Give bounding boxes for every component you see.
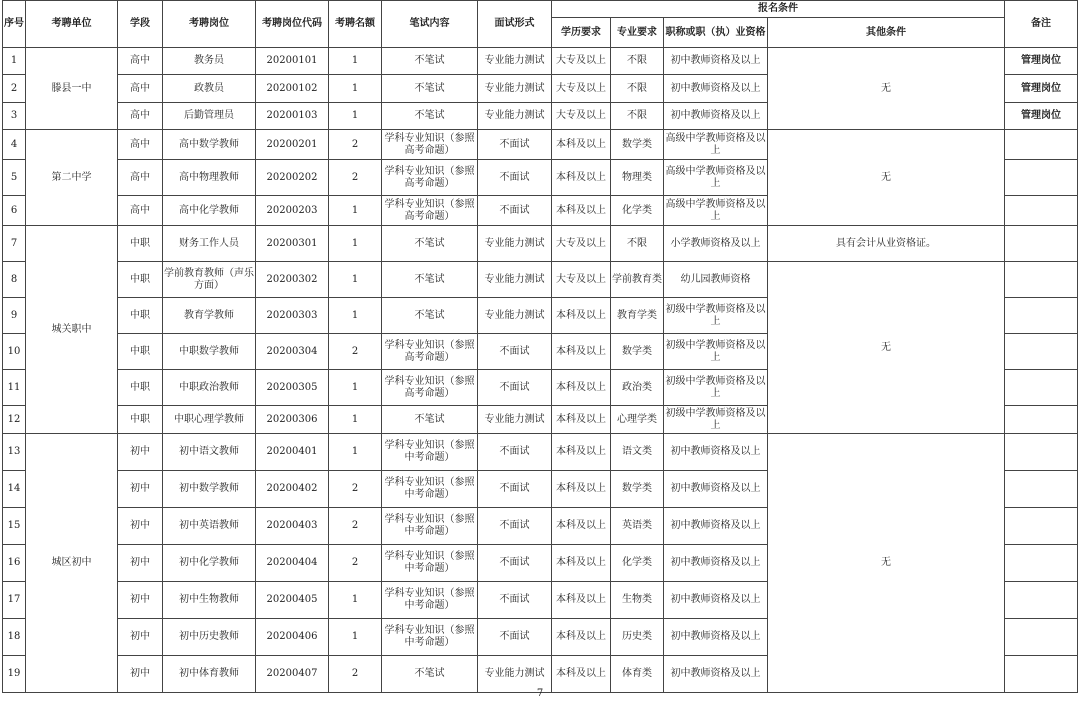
- education-cell: 本科及以上: [552, 370, 611, 406]
- stage-cell: 高中: [118, 160, 163, 196]
- education-cell: 本科及以上: [552, 196, 611, 226]
- header-written: 笔试内容: [382, 1, 478, 48]
- title-qual-cell: 初中教师资格及以上: [664, 75, 768, 103]
- quota-cell: 1: [329, 103, 382, 130]
- seq-cell: 10: [3, 334, 26, 370]
- header-seq: 序号: [3, 1, 26, 48]
- written-cell: 学科专业知识（参照高考命题）: [382, 130, 478, 160]
- seq-cell: 8: [3, 262, 26, 298]
- quota-cell: 2: [329, 160, 382, 196]
- seq-cell: 15: [3, 508, 26, 545]
- code-cell: 20200103: [256, 103, 329, 130]
- quota-cell: 1: [329, 262, 382, 298]
- position-cell: 初中语文教师: [163, 434, 256, 471]
- title-qual-cell: 初级中学教师资格及以上: [664, 406, 768, 434]
- seq-cell: 6: [3, 196, 26, 226]
- other-conditions-cell: 无: [768, 130, 1005, 226]
- code-cell: 20200305: [256, 370, 329, 406]
- unit-cell: 城区初中: [26, 434, 118, 693]
- position-cell: 高中化学教师: [163, 196, 256, 226]
- code-cell: 20200404: [256, 545, 329, 582]
- education-cell: 大专及以上: [552, 48, 611, 75]
- remark-cell: [1005, 619, 1078, 656]
- code-cell: 20200303: [256, 298, 329, 334]
- title-qual-cell: 初中教师资格及以上: [664, 471, 768, 508]
- position-cell: 初中化学教师: [163, 545, 256, 582]
- recruitment-table: [2, 0, 1078, 693]
- stage-cell: 高中: [118, 196, 163, 226]
- position-cell: 初中英语教师: [163, 508, 256, 545]
- title-qual-cell: 初级中学教师资格及以上: [664, 334, 768, 370]
- position-cell: 高中数学教师: [163, 130, 256, 160]
- stage-cell: 高中: [118, 48, 163, 75]
- title-qual-cell: 初中教师资格及以上: [664, 48, 768, 75]
- interview-cell: 不面试: [478, 196, 552, 226]
- major-cell: 心理学类: [611, 406, 664, 434]
- major-cell: 历史类: [611, 619, 664, 656]
- title-qual-cell: 初中教师资格及以上: [664, 508, 768, 545]
- table-row: [3, 262, 1078, 298]
- position-cell: 初中生物教师: [163, 582, 256, 619]
- education-cell: 本科及以上: [552, 160, 611, 196]
- education-cell: 大专及以上: [552, 226, 611, 262]
- major-cell: 数学类: [611, 334, 664, 370]
- code-cell: 20200301: [256, 226, 329, 262]
- major-cell: 数学类: [611, 130, 664, 160]
- education-cell: 本科及以上: [552, 334, 611, 370]
- major-cell: 体育类: [611, 656, 664, 693]
- education-cell: 本科及以上: [552, 619, 611, 656]
- remark-cell: [1005, 160, 1078, 196]
- stage-cell: 初中: [118, 582, 163, 619]
- seq-cell: 4: [3, 130, 26, 160]
- quota-cell: 1: [329, 619, 382, 656]
- stage-cell: 中职: [118, 226, 163, 262]
- remark-cell: [1005, 298, 1078, 334]
- seq-cell: 11: [3, 370, 26, 406]
- code-cell: 20200407: [256, 656, 329, 693]
- header-other: 其他条件: [768, 18, 1005, 48]
- position-cell: 高中物理教师: [163, 160, 256, 196]
- code-cell: 20200306: [256, 406, 329, 434]
- unit-cell: 第二中学: [26, 130, 118, 226]
- seq-cell: 13: [3, 434, 26, 471]
- header-quota: 考聘名额: [329, 1, 382, 48]
- code-cell: 20200403: [256, 508, 329, 545]
- major-cell: 不限: [611, 226, 664, 262]
- stage-cell: 中职: [118, 334, 163, 370]
- quota-cell: 2: [329, 656, 382, 693]
- seq-cell: 17: [3, 582, 26, 619]
- stage-cell: 高中: [118, 103, 163, 130]
- quota-cell: 1: [329, 226, 382, 262]
- written-cell: 学科专业知识（参照高考命题）: [382, 370, 478, 406]
- major-cell: 化学类: [611, 196, 664, 226]
- code-cell: 20200406: [256, 619, 329, 656]
- title-qual-cell: 初中教师资格及以上: [664, 656, 768, 693]
- written-cell: 学科专业知识（参照高考命题）: [382, 334, 478, 370]
- written-cell: 学科专业知识（参照高考命题）: [382, 160, 478, 196]
- header-code: 考聘岗位代码: [256, 1, 329, 48]
- written-cell: 不笔试: [382, 226, 478, 262]
- other-conditions-cell: 无: [768, 434, 1005, 693]
- code-cell: 20200202: [256, 160, 329, 196]
- title-qual-cell: 高级中学教师资格及以上: [664, 196, 768, 226]
- position-cell: 初中历史教师: [163, 619, 256, 656]
- stage-cell: 高中: [118, 130, 163, 160]
- table-row: [3, 48, 1078, 75]
- code-cell: 20200201: [256, 130, 329, 160]
- code-cell: 20200405: [256, 582, 329, 619]
- remark-cell: [1005, 508, 1078, 545]
- interview-cell: 专业能力测试: [478, 48, 552, 75]
- position-cell: 政教员: [163, 75, 256, 103]
- seq-cell: 2: [3, 75, 26, 103]
- written-cell: 不笔试: [382, 406, 478, 434]
- major-cell: 英语类: [611, 508, 664, 545]
- other-conditions-cell: 无: [768, 48, 1005, 130]
- interview-cell: 专业能力测试: [478, 75, 552, 103]
- title-qual-cell: 初中教师资格及以上: [664, 434, 768, 471]
- title-qual-cell: 幼儿园教师资格: [664, 262, 768, 298]
- stage-cell: 中职: [118, 262, 163, 298]
- stage-cell: 初中: [118, 545, 163, 582]
- major-cell: 生物类: [611, 582, 664, 619]
- remark-cell: 管理岗位: [1005, 103, 1078, 130]
- seq-cell: 9: [3, 298, 26, 334]
- seq-cell: 1: [3, 48, 26, 75]
- remark-cell: [1005, 262, 1078, 298]
- written-cell: 学科专业知识（参照中考命题）: [382, 508, 478, 545]
- written-cell: 不笔试: [382, 103, 478, 130]
- remark-cell: [1005, 582, 1078, 619]
- title-qual-cell: 初中教师资格及以上: [664, 545, 768, 582]
- written-cell: 不笔试: [382, 48, 478, 75]
- header-major: 专业要求: [611, 18, 664, 48]
- major-cell: 学前教育类: [611, 262, 664, 298]
- quota-cell: 1: [329, 582, 382, 619]
- code-cell: 20200102: [256, 75, 329, 103]
- written-cell: 学科专业知识（参照中考命题）: [382, 471, 478, 508]
- interview-cell: 专业能力测试: [478, 226, 552, 262]
- seq-cell: 7: [3, 226, 26, 262]
- title-qual-cell: 初中教师资格及以上: [664, 582, 768, 619]
- code-cell: 20200304: [256, 334, 329, 370]
- quota-cell: 1: [329, 48, 382, 75]
- remark-cell: [1005, 434, 1078, 471]
- interview-cell: 不面试: [478, 334, 552, 370]
- quota-cell: 2: [329, 471, 382, 508]
- seq-cell: 16: [3, 545, 26, 582]
- quota-cell: 1: [329, 75, 382, 103]
- major-cell: 不限: [611, 103, 664, 130]
- code-cell: 20200101: [256, 48, 329, 75]
- title-qual-cell: 初中教师资格及以上: [664, 103, 768, 130]
- position-cell: 学前教育教师（声乐方面）: [163, 262, 256, 298]
- header-remarks: 备注: [1005, 1, 1078, 48]
- stage-cell: 中职: [118, 406, 163, 434]
- interview-cell: 不面试: [478, 582, 552, 619]
- education-cell: 本科及以上: [552, 406, 611, 434]
- position-cell: 教育学教师: [163, 298, 256, 334]
- remark-cell: [1005, 471, 1078, 508]
- quota-cell: 2: [329, 334, 382, 370]
- position-cell: 初中数学教师: [163, 471, 256, 508]
- major-cell: 数学类: [611, 471, 664, 508]
- interview-cell: 专业能力测试: [478, 262, 552, 298]
- header-position: 考聘岗位: [163, 1, 256, 48]
- written-cell: 学科专业知识（参照中考命题）: [382, 545, 478, 582]
- header-title-qual: 职称或职（执）业资格: [664, 18, 768, 48]
- stage-cell: 初中: [118, 508, 163, 545]
- title-qual-cell: 小学教师资格及以上: [664, 226, 768, 262]
- interview-cell: 专业能力测试: [478, 103, 552, 130]
- other-conditions-cell: 无: [768, 262, 1005, 434]
- remark-cell: [1005, 130, 1078, 160]
- code-cell: 20200203: [256, 196, 329, 226]
- education-cell: 本科及以上: [552, 130, 611, 160]
- position-cell: 中职数学教师: [163, 334, 256, 370]
- major-cell: 政治类: [611, 370, 664, 406]
- table-row: [3, 130, 1078, 160]
- interview-cell: 不面试: [478, 130, 552, 160]
- education-cell: 大专及以上: [552, 75, 611, 103]
- position-cell: 后勤管理员: [163, 103, 256, 130]
- written-cell: 学科专业知识（参照中考命题）: [382, 434, 478, 471]
- major-cell: 物理类: [611, 160, 664, 196]
- remark-cell: [1005, 656, 1078, 693]
- interview-cell: 不面试: [478, 160, 552, 196]
- page-number: 7: [536, 688, 544, 699]
- header-conditions-group: 报名条件: [552, 1, 1005, 18]
- table-row: [3, 434, 1078, 471]
- remark-cell: [1005, 545, 1078, 582]
- position-cell: 中职政治教师: [163, 370, 256, 406]
- education-cell: 本科及以上: [552, 434, 611, 471]
- stage-cell: 高中: [118, 75, 163, 103]
- stage-cell: 中职: [118, 370, 163, 406]
- quota-cell: 1: [329, 370, 382, 406]
- written-cell: 学科专业知识（参照中考命题）: [382, 582, 478, 619]
- seq-cell: 18: [3, 619, 26, 656]
- remark-cell: [1005, 334, 1078, 370]
- quota-cell: 1: [329, 298, 382, 334]
- quota-cell: 2: [329, 545, 382, 582]
- header-unit: 考聘单位: [26, 1, 118, 48]
- interview-cell: 不面试: [478, 471, 552, 508]
- position-cell: 教务员: [163, 48, 256, 75]
- seq-cell: 19: [3, 656, 26, 693]
- position-cell: 初中体育教师: [163, 656, 256, 693]
- written-cell: 学科专业知识（参照中考命题）: [382, 619, 478, 656]
- education-cell: 本科及以上: [552, 471, 611, 508]
- other-conditions-cell: 具有会计从业资格证。: [768, 226, 1005, 262]
- interview-cell: 不面试: [478, 434, 552, 471]
- seq-cell: 3: [3, 103, 26, 130]
- header-stage: 学段: [118, 1, 163, 48]
- quota-cell: 1: [329, 196, 382, 226]
- interview-cell: 专业能力测试: [478, 656, 552, 693]
- education-cell: 本科及以上: [552, 582, 611, 619]
- interview-cell: 不面试: [478, 370, 552, 406]
- title-qual-cell: 初级中学教师资格及以上: [664, 298, 768, 334]
- title-qual-cell: 初级中学教师资格及以上: [664, 370, 768, 406]
- code-cell: 20200401: [256, 434, 329, 471]
- education-cell: 大专及以上: [552, 103, 611, 130]
- remark-cell: [1005, 196, 1078, 226]
- interview-cell: 不面试: [478, 508, 552, 545]
- interview-cell: 不面试: [478, 545, 552, 582]
- quota-cell: 1: [329, 406, 382, 434]
- education-cell: 本科及以上: [552, 508, 611, 545]
- written-cell: 不笔试: [382, 262, 478, 298]
- education-cell: 大专及以上: [552, 262, 611, 298]
- code-cell: 20200302: [256, 262, 329, 298]
- remark-cell: 管理岗位: [1005, 75, 1078, 103]
- quota-cell: 1: [329, 434, 382, 471]
- unit-cell: 滕县一中: [26, 48, 118, 130]
- title-qual-cell: 高级中学教师资格及以上: [664, 130, 768, 160]
- written-cell: 学科专业知识（参照高考命题）: [382, 196, 478, 226]
- quota-cell: 2: [329, 130, 382, 160]
- quota-cell: 2: [329, 508, 382, 545]
- written-cell: 不笔试: [382, 75, 478, 103]
- education-cell: 本科及以上: [552, 298, 611, 334]
- stage-cell: 初中: [118, 434, 163, 471]
- stage-cell: 初中: [118, 619, 163, 656]
- position-cell: 中职心理学教师: [163, 406, 256, 434]
- remark-cell: 管理岗位: [1005, 48, 1078, 75]
- remark-cell: [1005, 370, 1078, 406]
- stage-cell: 初中: [118, 656, 163, 693]
- header-education: 学历要求: [552, 18, 611, 48]
- interview-cell: 专业能力测试: [478, 298, 552, 334]
- education-cell: 本科及以上: [552, 656, 611, 693]
- major-cell: 不限: [611, 48, 664, 75]
- remark-cell: [1005, 406, 1078, 434]
- interview-cell: 专业能力测试: [478, 406, 552, 434]
- title-qual-cell: 初中教师资格及以上: [664, 619, 768, 656]
- education-cell: 本科及以上: [552, 545, 611, 582]
- seq-cell: 14: [3, 471, 26, 508]
- header-interview: 面试形式: [478, 1, 552, 48]
- stage-cell: 初中: [118, 471, 163, 508]
- interview-cell: 不面试: [478, 619, 552, 656]
- seq-cell: 12: [3, 406, 26, 434]
- seq-cell: 5: [3, 160, 26, 196]
- major-cell: 语文类: [611, 434, 664, 471]
- major-cell: 教育学类: [611, 298, 664, 334]
- written-cell: 不笔试: [382, 298, 478, 334]
- stage-cell: 中职: [118, 298, 163, 334]
- title-qual-cell: 高级中学教师资格及以上: [664, 160, 768, 196]
- unit-cell: 城关职中: [26, 226, 118, 434]
- major-cell: 不限: [611, 75, 664, 103]
- major-cell: 化学类: [611, 545, 664, 582]
- position-cell: 财务工作人员: [163, 226, 256, 262]
- remark-cell: [1005, 226, 1078, 262]
- table-row: [3, 226, 1078, 262]
- written-cell: 不笔试: [382, 656, 478, 693]
- code-cell: 20200402: [256, 471, 329, 508]
